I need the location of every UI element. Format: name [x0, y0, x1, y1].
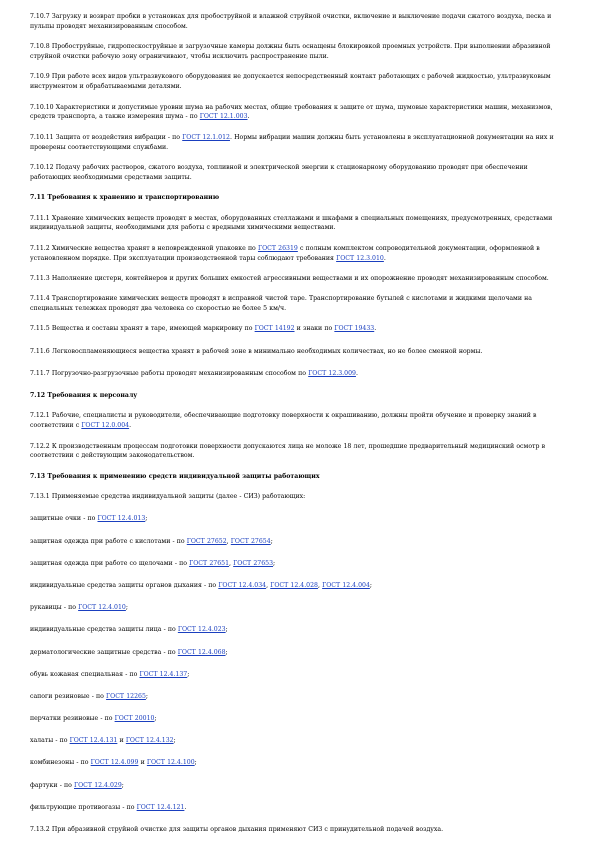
paragraph-text: 7.10.11 Защита от воздействия вибрации - по — [30, 133, 183, 141]
standard-link[interactable]: ГОСТ 12.3.010 — [336, 254, 384, 262]
paragraph-text: , — [229, 559, 234, 567]
paragraph — [30, 537, 570, 547]
paragraph-text: 7.11.1 Хранение химических веществ проводят в местах, оборудованных стеллажами и шкафами в специальных помещениях, предусмотренных, средствами индивидуальной защиты, необходимыми для работы с вредными химическими веществами. — [30, 214, 553, 232]
paragraph — [30, 825, 570, 835]
standard-link[interactable]: ГОСТ 12.4.137 — [139, 670, 188, 678]
paragraph — [30, 492, 570, 502]
paragraph — [30, 442, 570, 462]
paragraph-text: сапоги резиновые - по — [30, 692, 107, 700]
paragraph — [30, 133, 570, 153]
paragraph-text: фартуки - по — [30, 781, 74, 789]
paragraph — [30, 347, 570, 357]
paragraph — [30, 274, 570, 284]
paragraph-text: ; — [173, 737, 176, 745]
paragraph-text: фильтрующие противогазы - по — [30, 803, 137, 811]
paragraph-text: 7.11.7 Погрузочно-разгрузочные работы проводят механизированным способом по — [30, 369, 309, 377]
standard-link[interactable]: ГОСТ 26319 — [257, 244, 298, 252]
paragraph — [30, 411, 570, 431]
paragraph-text: ; — [273, 559, 276, 567]
section-heading — [30, 193, 570, 203]
paragraph — [30, 603, 570, 613]
paragraph-text: 7.13.1 Применяемые средства индивидуальной защиты (далее - СИЗ) работающих: — [30, 493, 306, 501]
standard-link[interactable]: ГОСТ 12.4.028 — [270, 581, 318, 589]
paragraph — [30, 294, 570, 314]
paragraph-text: 7.12 Требования к персоналу — [30, 392, 138, 400]
paragraph-text: рукавицы - по — [30, 604, 79, 612]
standard-link[interactable]: ГОСТ 27653 — [233, 559, 274, 567]
standard-link[interactable]: ГОСТ 27652 — [186, 537, 227, 545]
paragraph-text: 7.11.5 Вещества и составы хранят в таре, имеющей маркировку по — [30, 325, 255, 333]
paragraph-text: халаты - по — [30, 737, 70, 745]
paragraph — [30, 714, 570, 724]
standard-link[interactable]: ГОСТ 12.4.023 — [177, 626, 226, 634]
paragraph-text: . — [374, 325, 377, 333]
standard-link[interactable]: ГОСТ 27651 — [189, 559, 230, 567]
paragraph-text: и — [138, 759, 147, 767]
paragraph-text: 7.11.6 Легковоспламеняющиеся вещества хранят в рабочей зоне в минимально необходимых количествах, но не более сменной нормы. — [30, 347, 483, 355]
standard-link[interactable]: ГОСТ 12.1.012 — [182, 133, 230, 141]
standard-link[interactable]: ГОСТ 27654 — [230, 537, 271, 545]
paragraph-text: 7.11.2 Химические вещества хранят в неповрежденной упаковке по — [30, 244, 258, 252]
paragraph — [30, 244, 570, 264]
paragraph-text: ; — [369, 581, 372, 589]
paragraph-text: ; — [125, 604, 128, 612]
paragraph — [30, 803, 570, 813]
paragraph-text: ; — [225, 648, 228, 656]
paragraph — [30, 514, 570, 524]
paragraph-text: 7.10.7 Загрузку и возврат пробки в установках для пробоструйной и влажной струйной очистки, включение и выключение подачи сжатого воздуха, песка и пульпы проводят механизированным способом. — [30, 13, 552, 30]
paragraph-text: ; — [121, 781, 124, 789]
paragraph-text: . — [129, 422, 132, 430]
paragraph-text: 7.11.4 Транспортирование химических веществ проводят в исправной чистой таре. Транспортирование бутылей с кислотами и жидкими щелочами на специальных тележках проводят два человека со скоростью не более 5 км/ч. — [30, 295, 532, 313]
paragraph-text: обувь кожаная специальная - по — [30, 670, 140, 678]
standard-link[interactable]: ГОСТ 12.4.121 — [136, 803, 185, 811]
paragraph-text: 7.10.12 Подачу рабочих растворов, сжатого воздуха, топливной и электрической энергии к стационарному оборудованию проводят при обеспечении работающих необходимыми средствами защиты. — [30, 163, 528, 181]
paragraph-text: , — [266, 581, 271, 589]
standard-link[interactable]: ГОСТ 12.4.131 — [69, 737, 118, 745]
standard-link[interactable]: ГОСТ 20010 — [114, 715, 155, 723]
paragraph-text: 7.12.2 К производственным процессам подготовки поверхности допускаются лица не моложе 18 лет, прошедшие предварительный медицинский осмотр в соответствии с действующим законодательством. — [30, 442, 546, 460]
standard-link[interactable]: ГОСТ 12.3.009 — [308, 369, 356, 377]
paragraph-text: 7.10.8 Пробоструйные, гидропескоструйные и загрузочные камеры должны быть оснащены блокировкой проемных устройств. При выполнении абразивной струйной очистки рабочую зону ограничивают, чтобы исключить распространение пыли. — [30, 43, 551, 60]
standard-link[interactable]: ГОСТ 12.1.003 — [199, 113, 248, 121]
paragraph-text: ; — [187, 670, 190, 678]
paragraph-text: ; — [194, 759, 197, 767]
paragraph-text: защитная одежда при работе со щелочами - по — [30, 559, 190, 567]
paragraph-text: комбинезоны - по — [30, 759, 91, 767]
paragraph — [30, 559, 570, 569]
standard-link[interactable]: ГОСТ 12.4.029 — [74, 781, 122, 789]
paragraph-text: защитная одежда при работе с кислотами - по — [30, 537, 187, 545]
paragraph — [30, 214, 570, 234]
standard-link[interactable]: ГОСТ 19433 — [334, 325, 375, 333]
paragraph-text: ; — [270, 537, 273, 545]
paragraph — [30, 648, 570, 658]
paragraph — [30, 369, 570, 379]
paragraph-text: дерматологические защитные средства - по — [30, 648, 178, 656]
paragraph — [30, 670, 570, 680]
standard-link[interactable]: ГОСТ 12.4.034 — [218, 581, 267, 589]
standard-link[interactable]: ГОСТ 12.4.099 — [90, 759, 139, 767]
paragraph-text: индивидуальные средства защиты органов дыхания - по — [30, 581, 219, 589]
paragraph-text: 7.13.2 При абразивной струйной очистке для защиты органов дыхания применяют СИЗ с принудительной подачей воздуха. — [30, 826, 444, 833]
paragraph-text: , — [226, 537, 231, 545]
paragraph-text: , — [317, 581, 323, 589]
section-heading — [30, 391, 570, 401]
standard-link[interactable]: ГОСТ 12.4.010 — [78, 604, 126, 612]
paragraph-text: . Нормы вибрации машин должны быть установлены в эксплуатационной документации на них и проверены соответствующими службами. — [30, 133, 554, 151]
paragraph-text: и знаки по — [294, 325, 335, 333]
paragraph-text: . — [355, 369, 358, 377]
paragraph — [30, 692, 570, 702]
standard-link[interactable]: ГОСТ 12.4.132 — [125, 737, 174, 745]
standard-link[interactable]: ГОСТ 12.4.068 — [177, 648, 226, 656]
paragraph-text: 7.10.10 Характеристики и допустимые уровни шума на рабочих местах, общие требования к защите от шума, шумовые характеристики машин, механизмов, средств транспорта, а также измерения шума - по — [30, 103, 553, 121]
standard-link[interactable]: ГОСТ 14192 — [254, 325, 295, 333]
paragraph-text: . — [184, 803, 187, 811]
paragraph-text: ; — [145, 692, 149, 700]
paragraph — [30, 781, 570, 791]
standard-link[interactable]: ГОСТ 12.0.004 — [81, 422, 130, 430]
paragraph-text: ; — [154, 715, 157, 723]
standard-link[interactable]: ГОСТ 12.4.100 — [146, 759, 195, 767]
standard-link[interactable]: ГОСТ 12.4.004 — [322, 581, 370, 589]
document-page — [30, 12, 570, 847]
standard-link[interactable]: ГОСТ 12.4.013 — [97, 515, 146, 523]
paragraph-text: 7.10.9 При работе всех видов ультразвукового оборудования не допускается непосредственный контакт работающих с рабочей жидкостью, ультразвуковым инструментом и обрабатываемыми деталями. — [30, 73, 551, 91]
paragraph-text: 7.11 Требования к хранению и транспортированию — [30, 194, 220, 202]
paragraph-text: и — [117, 737, 126, 745]
paragraph — [30, 625, 570, 635]
paragraph-text: ; — [225, 626, 228, 634]
standard-link[interactable]: ГОСТ 12265 — [106, 692, 146, 700]
paragraph — [30, 12, 570, 32]
paragraph-text: ; — [145, 515, 148, 523]
paragraph-text: 7.12.1 Рабочие, специалисты и руководители, обеспечивающие подготовку поверхности к окрашиванию, должны пройти обучение и проверку знаний в соответствии с — [30, 412, 537, 430]
paragraph-text: индивидуальные средства защиты лица - по — [30, 626, 178, 634]
paragraph-text: с полным комплектом сопроводительной документации, оформленной в установленном порядке. При эксплуатации производственной тары соблюдают требования — [30, 244, 540, 262]
paragraph-text: перчатки резиновые - по — [30, 715, 115, 723]
paragraph — [30, 758, 570, 768]
paragraph — [30, 163, 570, 183]
paragraph — [30, 324, 570, 334]
section-heading — [30, 472, 570, 482]
paragraph — [30, 72, 570, 92]
paragraph — [30, 42, 570, 62]
paragraph — [30, 103, 570, 123]
paragraph-text: 7.11.3 Наполнение цистерн, контейнеров и других больших емкостей агрессивными веществами и их опорожнение проводят механизированным способом. — [30, 274, 549, 282]
paragraph — [30, 736, 570, 746]
paragraph — [30, 581, 570, 591]
paragraph-text: защитные очки - по — [30, 515, 98, 523]
paragraph-text: . — [383, 254, 386, 262]
paragraph-text: 7.13 Требования к применению средств индивидуальной защиты работающих — [30, 472, 320, 480]
paragraph-text: . — [247, 113, 250, 121]
